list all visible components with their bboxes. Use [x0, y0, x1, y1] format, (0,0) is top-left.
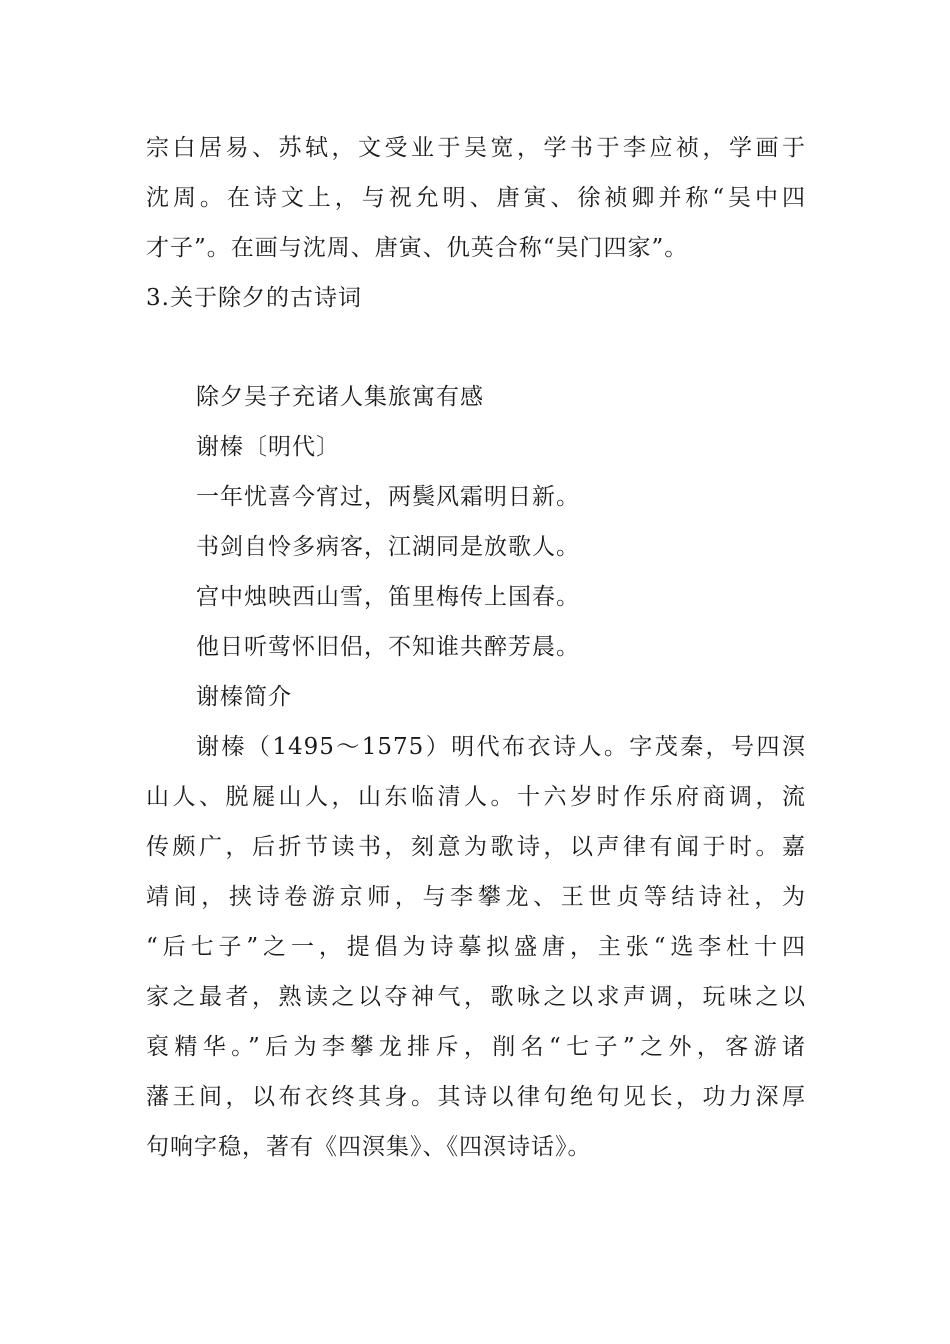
- poem-author: 谢榛〔明代〕: [196, 434, 340, 460]
- bio-line-1: 谢榛（1495～1575）明代布衣诗人。字茂秦，号四溟: [196, 734, 806, 760]
- bio-line-2: 山人、脱屣山人，山东临清人。十六岁时作乐府商调，流: [146, 784, 806, 810]
- intro-line-1: 宗白居易、苏轼，文受业于吴宽，学书于李应祯，学画于: [146, 135, 806, 161]
- bio-line-6: 家之最者，熟读之以夺神气，歌咏之以求声调，玩味之以: [146, 984, 806, 1010]
- intro-line-2: 沈周。在诗文上，与祝允明、唐寅、徐祯卿并称“吴中四: [146, 185, 806, 211]
- bio-line-4: 靖间，挟诗卷游京师，与李攀龙、王世贞等结诗社，为: [146, 884, 806, 910]
- intro-line-3: 才子”。在画与沈周、唐寅、仇英合称“吴门四家”。: [146, 235, 689, 261]
- bio-line-9: 句响字稳，著有《四溟集》、《四溟诗话》。: [146, 1134, 592, 1160]
- bio-heading: 谢榛简介: [196, 684, 292, 710]
- section-heading: 3.关于除夕的古诗词: [146, 285, 362, 311]
- poem-line-3: 宫中烛映西山雪，笛里梅传上国春。: [196, 584, 580, 610]
- bio-line-8: 藩王间，以布衣终其身。其诗以律句绝句见长，功力深厚: [146, 1084, 806, 1110]
- bio-line-5: “后七子”之一，提倡为诗摹拟盛唐，主张“选李杜十四: [146, 934, 806, 960]
- poem-line-4: 他日听莺怀旧侣，不知谁共醉芳晨。: [196, 634, 580, 660]
- poem-line-2: 书剑自怜多病客，江湖同是放歌人。: [196, 534, 580, 560]
- poem-line-1: 一年忧喜今宵过，两鬓风霜明日新。: [196, 484, 580, 510]
- poem-title: 除夕吴子充诸人集旅寓有感: [196, 384, 484, 410]
- bio-line-7: 裒精华。”后为李攀龙排斥，削名“七子”之外，客游诸: [146, 1034, 806, 1060]
- bio-line-3: 传颇广，后折节读书，刻意为歌诗，以声律有闻于时。嘉: [146, 834, 806, 860]
